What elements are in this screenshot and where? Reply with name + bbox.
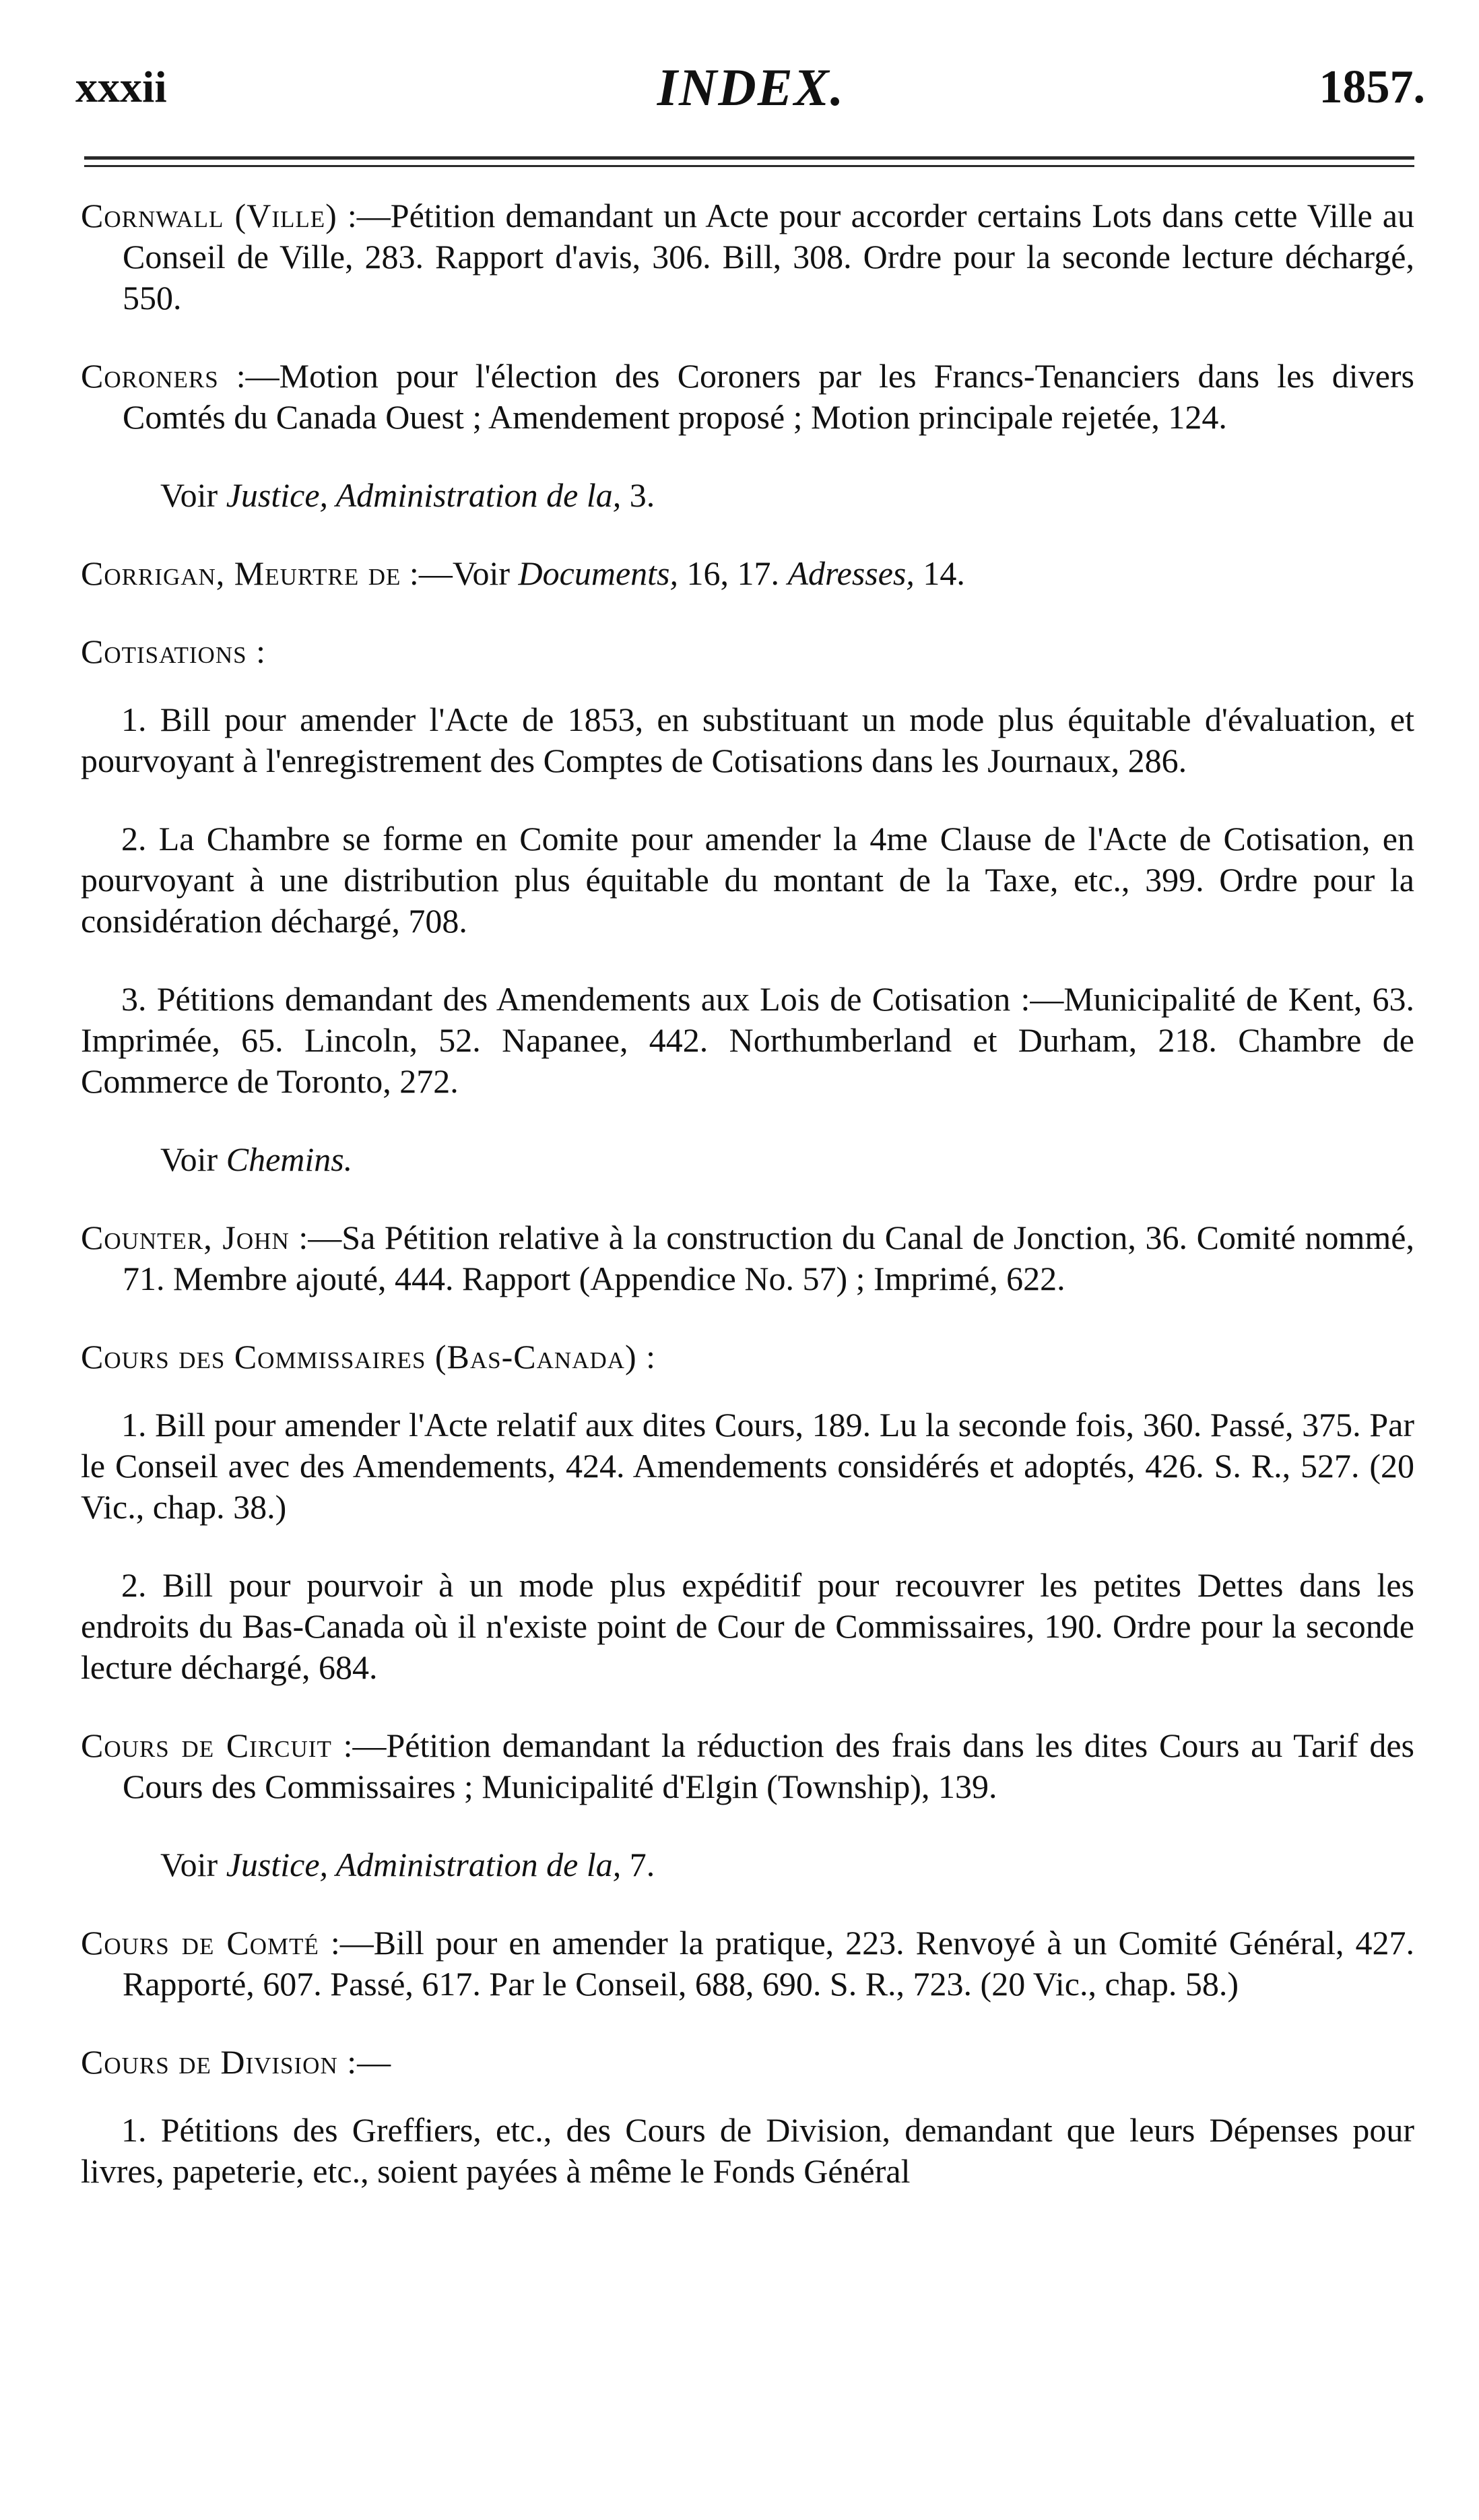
index-entry-cours-circuit: [81, 1725, 1414, 1807]
entry-text: :—Voir: [401, 554, 519, 592]
reference-number: 16, 17.: [678, 554, 788, 592]
entry-text: :—Motion pour l'élection des Coroners par les Francs-Tenanciers dans les divers Comtés du Canada Ouest ; Amendement proposé ; Motion principale rejetée, 124.: [123, 357, 1414, 436]
entry-text: :—Pétition demandant la réduction des frais dans les dites Cours au Tarif des Cours des Commissaires ; Municipalité d'Elgin (Township), 139.: [123, 1726, 1414, 1805]
reference-title: Chemins.: [226, 1140, 353, 1178]
page-year: 1857.: [1319, 61, 1425, 113]
index-body: [81, 195, 1414, 2192]
entry-heading: Corrigan, Meurtre de: [81, 554, 401, 592]
index-entry-cours-commissaires: Cours des Commissaires (Bas-Canada) :: [81, 1338, 657, 1376]
reference-title: Justice, Administration de la,: [226, 1846, 622, 1883]
reference-number: 7.: [621, 1846, 655, 1883]
list-item: 1. Bill pour amender l'Acte de 1853, en substituant un mode plus équitable d'évaluation, et pourvoyant à l'enregistrement des Comptes de Cotisations dans les Journaux, 286.: [81, 701, 1414, 779]
entry-text: :—Bill pour en amender la pratique, 223. Renvoyé à un Comité Général, 427. Rapporté, 607. Passé, 617. Par le Conseil, 688, 690. S. R., 723. (20 Vic., chap. 58.): [123, 1924, 1414, 2003]
list-item: 1. Bill pour amender l'Acte relatif aux dites Cours, 189. Lu la seconde fois, 360. Passé, 375. Par le Conseil avec des Amendements, 424. Amendements considérés et adoptés, 426. S. R., 527. (20 Vic., chap. 38.): [81, 1406, 1414, 1526]
reference-title: Justice, Administration de la,: [226, 476, 622, 514]
voir-label: Voir: [160, 1846, 226, 1883]
list-item: 2. Bill pour pourvoir à un mode plus expéditif pour recouvrer les petites Dettes dans les endroits du Bas-Canada où il n'existe point de Cour de Commissaires, 190. Ordre pour la seconde lecture déchargé, 684.: [81, 1566, 1414, 1686]
page-number: xxxii: [75, 63, 167, 112]
index-entry-cornwall: [81, 195, 1414, 319]
entry-heading: Cours de Circuit: [81, 1726, 332, 1764]
cross-reference: [81, 1139, 1414, 1180]
index-entry-cotisations: Cotisations :: [81, 633, 266, 670]
entry-heading: Cornwall (Ville): [81, 197, 337, 234]
entry-heading: Counter, John: [81, 1219, 290, 1256]
voir-label: Voir: [160, 476, 226, 514]
list-item: 1. Pétitions des Greffiers, etc., des Cours de Division, demandant que leurs Dépenses pour livres, papeterie, etc., soient payées à même le Fonds Général: [81, 2111, 1414, 2190]
entry-text: :—Sa Pétition relative à la construction du Canal de Jonction, 36. Comité nommé, 71. Membre ajouté, 444. Rapport (Appendice No. 57) ; Imprimé, 622.: [123, 1219, 1415, 1297]
page-title: INDEX.: [657, 58, 845, 117]
list-item: 2. La Chambre se forme en Comite pour amender la 4me Clause de l'Acte de Cotisation, en pourvoyant à une distribution plus équitable du montant de la Taxe, etc., 399. Ordre pour la considération déchargé, 708.: [81, 820, 1414, 940]
voir-label: Voir: [160, 1140, 226, 1178]
cross-reference: [81, 475, 1414, 516]
index-entry-cours-comte: [81, 1923, 1414, 2005]
reference-title: Documents,: [518, 554, 678, 592]
index-entry-corrigan: [81, 553, 1414, 594]
entry-heading: Coroners: [81, 357, 219, 395]
entry-heading: Cours de Comté: [81, 1924, 319, 1962]
cross-reference: [81, 1844, 1414, 1885]
index-entry-counter: [81, 1217, 1414, 1299]
header-rule: [84, 156, 1414, 160]
reference-title: Adresses,: [787, 554, 915, 592]
reference-number: 3.: [621, 476, 655, 514]
reference-number: 14.: [914, 554, 965, 592]
index-entry-coroners: [81, 356, 1414, 438]
header-rule-thin: [84, 165, 1414, 167]
list-item: 3. Pétitions demandant des Amendements aux Lois de Cotisation :—Municipalité de Kent, 63. Imprimée, 65. Lincoln, 52. Napanee, 442. Northumberland et Durham, 218. Chambre de Commerce de Toronto, 272.: [81, 980, 1414, 1100]
entry-text: :—Pétition demandant un Acte pour accorder certains Lots dans cette Ville au Conseil de Ville, 283. Rapport d'avis, 306. Bill, 308. Ordre pour la seconde lecture déchargé, 550.: [123, 197, 1414, 317]
index-entry-cours-division: Cours de Division :—: [81, 2043, 392, 2081]
